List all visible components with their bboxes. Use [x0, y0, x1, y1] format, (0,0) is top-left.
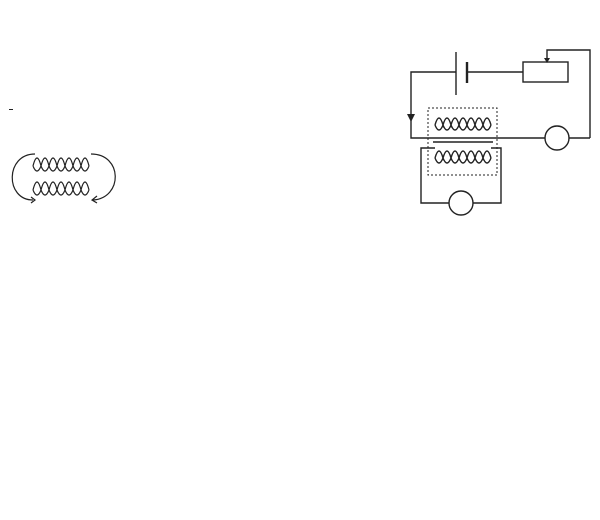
rheostat	[523, 62, 568, 82]
voltmeter	[449, 191, 473, 215]
secondary-coil	[435, 151, 491, 163]
flux-figure	[5, 140, 140, 210]
ammeter	[545, 126, 569, 150]
primary-coil-icon	[33, 158, 89, 171]
paragraph-line-ohm	[7, 91, 387, 123]
flux-arrow-left	[12, 154, 35, 200]
circuit-diagram	[395, 40, 600, 230]
current-arrow-icon	[407, 114, 415, 122]
secondary-coil-icon	[33, 182, 89, 195]
flux-arrow-right	[91, 154, 115, 200]
ohm-formula	[7, 101, 15, 116]
primary-coil	[435, 118, 491, 130]
